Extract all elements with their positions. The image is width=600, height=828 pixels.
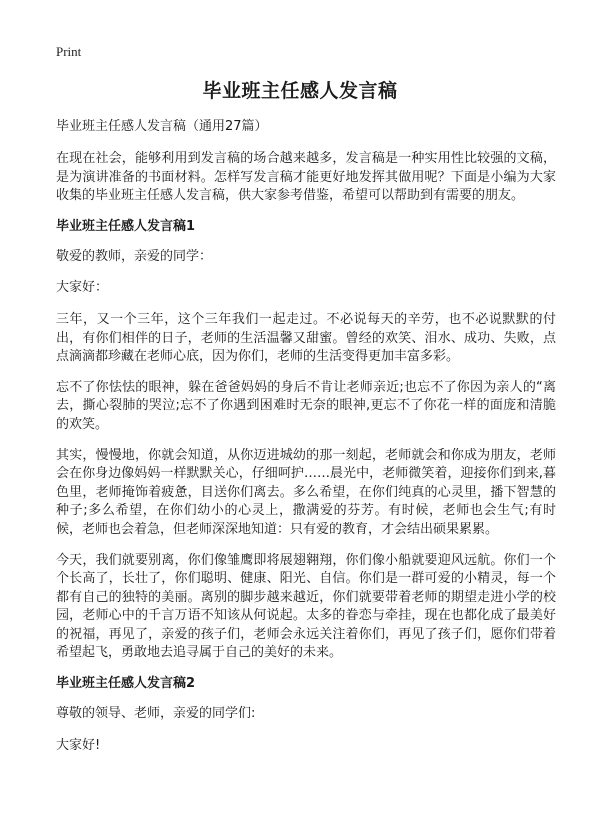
salutation: 敬爱的教师，亲爱的同学： (56, 248, 213, 264)
print-link[interactable]: Print (56, 44, 82, 59)
section-heading: 毕业班主任感人发言稿2 (56, 676, 196, 692)
document-subtitle: 毕业班主任感人发言稿（通用27篇） (56, 119, 268, 134)
body-paragraph: 其实，慢慢地，你就会知道，从你迈进城幼的那一刻起，老师就会和你成为朋友，老师会在你身边像妈妈一样默默关心，仔细呵护……晨光中，老师微笑着，迎接你们到来,暮色里，老师掩饰着疲惫，目送你们离去。多么希望，在你们纯真的心灵里，播下智慧的种子;多么希望，在你们幼小的心灵上，撒满爱的芬芳。有时候，老师也会生气;有时候，老师也会着急，但老师深深地知道：只有爱的教育，才会结出硕果累累。 (56, 447, 556, 537)
page-title: 毕业班主任感人发言稿 (202, 80, 398, 102)
section-2 (56, 675, 556, 755)
section-heading: 毕业班主任感人发言稿1 (56, 218, 196, 234)
body-paragraph: 三年，又一个三年，这个三年我们一起走过。不必说每天的辛劳，也不必说默默的付出，有你们相伴的日子，老师的生活温馨又甜蜜。曾经的欢笑、泪水、成功、失败，点点滴滴都珍藏在老师心底，因为你们，老师的生活变得更加丰富多彩。 (56, 311, 556, 365)
body-paragraph: 今天，我们就要别离，你们像雏鹰即将展翅翱翔，你们像小船就要迎风远航。你们一个个长高了，长壮了，你们聪明、健康、阳光、自信。你们是一群可爱的小精灵，每一个都有自己的独特的美丽。离别的脚步越来越近，你们就要带着老师的期望走进小学的校园，老师心中的千言万语不知该从何说起。太多的眷恋与牵挂，现在也都化成了最美好的祝福，再见了，亲爱的孩子们，老师会永远关注着你们，再见了孩子们，愿你们带着希望起飞，勇敢地去追寻属于自己的美好的未来。 (56, 552, 556, 661)
section-1 (56, 218, 556, 663)
salutation: 尊敬的领导、老师，亲爱的同学们: (56, 706, 256, 722)
greeting: 大家好! (56, 737, 101, 753)
intro-paragraph: 在现在社会，能够利用到发言稿的场合越来越多，发言稿是一种实用性比较强的文稿，是为演讲准备的书面材料。怎样写发言稿才能更好地发挥其做用呢？下面是小编为大家收集的毕业班主任感人发言稿，供大家参考借鉴，希望可以帮助到有需要的朋友。 (56, 151, 556, 204)
document-body (56, 118, 556, 768)
body-paragraph: 忘不了你怯怯的眼神，躲在爸爸妈妈的身后不肯让老师亲近;也忘不了你因为亲人的“离去，撕心裂肺的哭泣;忘不了你遇到困难时无奈的眼神,更忘不了你花一样的面庞和清脆的欢笑。 (56, 379, 556, 432)
greeting: 大家好： (56, 280, 109, 296)
